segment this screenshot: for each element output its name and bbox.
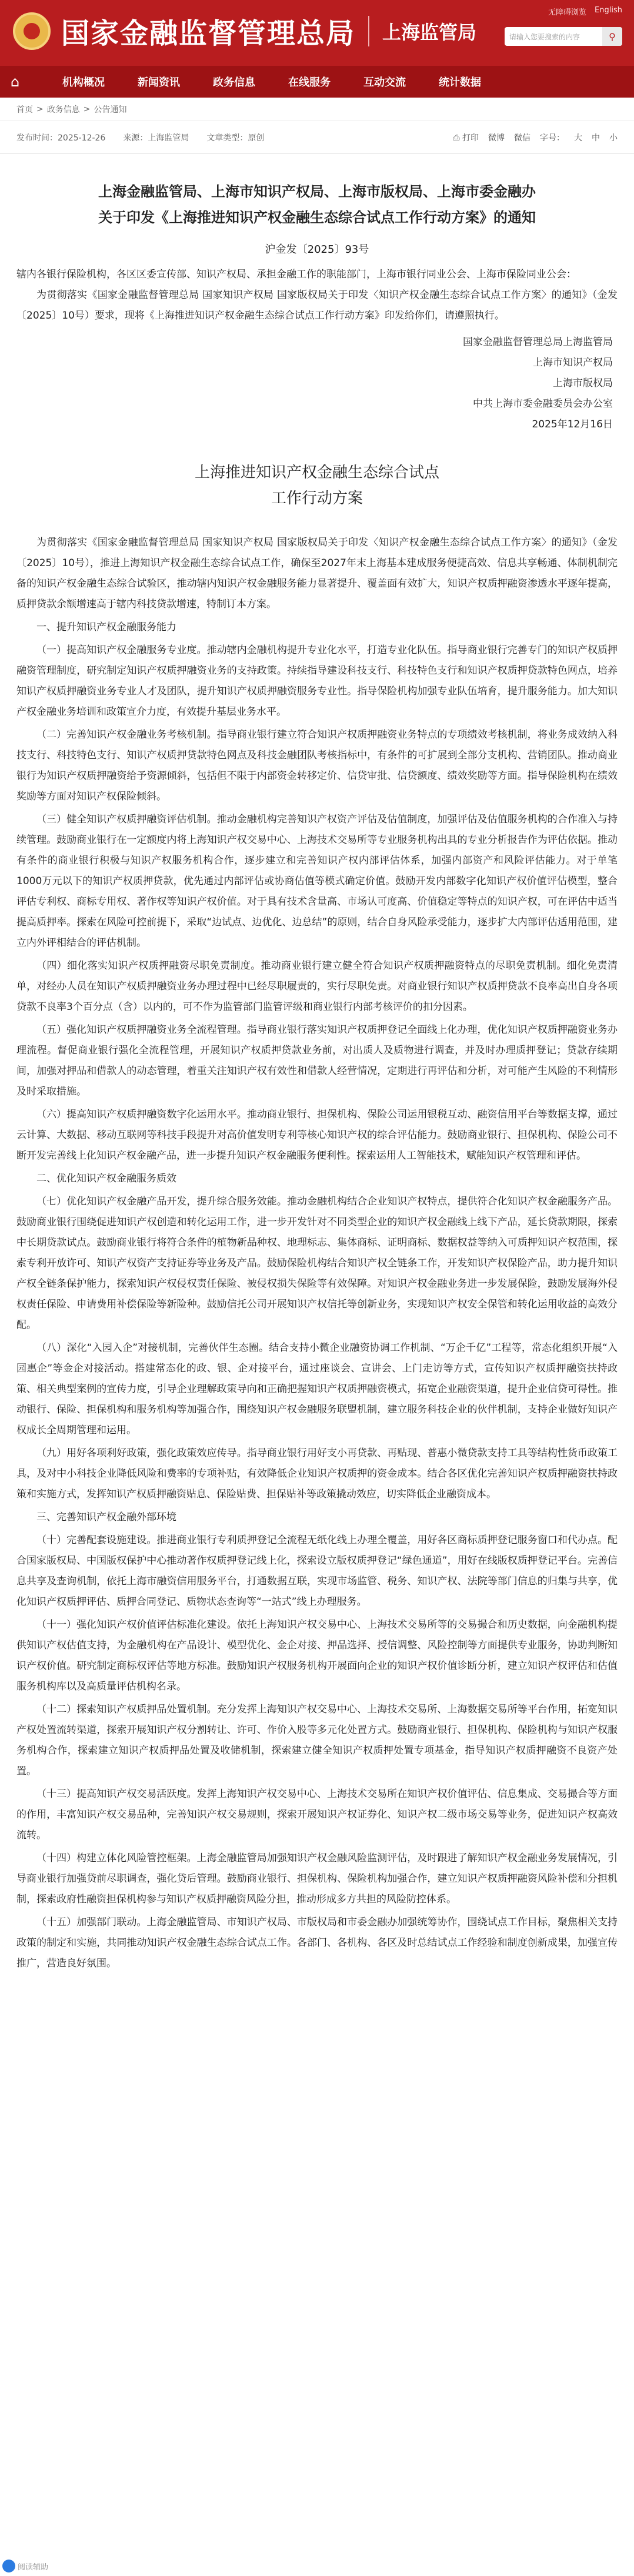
font-size-label: 字号： xyxy=(540,133,565,143)
plan-paragraph: （十）完善配套设施建设。推进商业银行专利质押登记全流程无纸化线上办理全覆盖，用好各区商标质押登记服务窗口和代办点。配合国家版权局、中国版权保护中心推动著作权质押登记线上化，探索设立版权质押登记“绿色通道”，用好在线版权质押登记平台。完善信息共享及查询机制，依托上海市融资信用服务平台，打通数据互联，实现市场监管、税务、知识产权、法院等部门信息的归集与共享，优化知识产权质押评估、质押合同登记、质物状态查询等“一站式”线上办理服务。 xyxy=(16,1534,618,1608)
plan-paragraph: （十三）提高知识产权交易活跃度。发挥上海知识产权交易中心、上海技术交易所在知识产权价值评估、信息集成、交易撮合等方面的作用，丰富知识产权交易品种，完善知识产权交易规则，探索开展知识产权证券化、知识产权二级市场交易等业务，促进知识产权高效流转。 xyxy=(16,1788,618,1841)
reading-assist-icon[interactable] xyxy=(2,2560,15,2572)
national-emblem-icon xyxy=(13,12,51,50)
notice-body: 为贯彻落实《国家金融监督管理总局 国家知识产权局 国家版权局关于印发〈知识产权金融生态综合试点工作方案〉的通知》（金发〔2025〕10号）要求，现将《上海推进知识产权金融生态综合试点工作行动方案》印发给你们，请遵照执行。 xyxy=(16,289,618,322)
plan-section-heading: 三、完善知识产权金融外部环境 xyxy=(36,1511,176,1523)
site-header xyxy=(0,0,634,66)
publish-date: 发布时间：2025-12-26 xyxy=(16,133,106,143)
breadcrumb-notice[interactable]: 公告通知 xyxy=(94,105,127,115)
search-input[interactable] xyxy=(505,27,622,46)
breadcrumb: 首页 > 政务信息 > 公告通知 xyxy=(0,98,634,121)
plan-paragraph: （一）提高知识产权金融服务专业度。推动辖内金融机构提升专业化水平，打造专业化队伍。指导商业银行完善专门的知识产权质押融资管理制度，研究制定知识产权质押融资业务的支持政策。持续指导建设科技支行、科技特色支行和知识产权质押贷款特色网点，培养知识产权质押融资业务专业人才及团队，提升知识产权质押融资服务专业性。指导保险机构加强专业队伍培育，提升服务能力。加大知识产权金融业务培训和政策宣介力度，有效提升基层业务水平。 xyxy=(16,644,618,718)
print-button[interactable]: ⎙ 打印 xyxy=(453,133,479,143)
article-body xyxy=(0,179,634,1974)
plan-content xyxy=(16,533,618,1974)
breadcrumb-gov-info[interactable]: 政务信息 xyxy=(46,105,80,115)
plan-paragraph: （二）完善知识产权金融业务考核机制。指导商业银行建立符合知识产权质押融资业务特点的专项绩效考核机制，将业务成效纳入科技支行、科技特色支行、知识产权质押贷款特色网点及科技金融团队考核指标中，有条件的可扩展到全部分支机构、营销团队。推动商业银行为知识产权质押融资给予资源倾斜，包括但不限于内部资金转移定价、信贷审批、信贷额度、绩效奖励等方面。指导保险机构在绩效奖励等方面对知识产权保险倾斜。 xyxy=(16,729,618,802)
search-icon[interactable]: ⚲ xyxy=(602,27,622,46)
search-placeholder: 请输入您要搜索的内容 xyxy=(509,32,580,41)
plan-paragraph: （八）深化“入园入企”对接机制，完善伙伴生态圈。结合支持小微企业融资协调工作机制、“万企千亿”工程等，常态化组织开展“入园惠企”等金企对接活动。搭建常态化的政、银、企对接平台，通过座谈会、宣讲会、上门走访等方式，宣传知识产权质押融资扶持政策、相关典型案例的宣传力度，引导企业理解政策导向和正确把握知识产权质押融资模式，拓宽企业融资渠道，提升企业信贷可得性。推动银行、保险、担保机构和服务机构等加强合作，围绕知识产权金融服务联盟机制，建立服务科技企业的伙伴机制，支持企业做好知识产权成长全周期管理和运用。 xyxy=(16,1342,618,1436)
accessibility-link[interactable]: 无障碍浏览 xyxy=(548,8,587,17)
font-size-medium[interactable]: 中 xyxy=(592,133,600,143)
plan-paragraph: （七）优化知识产权金融产品开发，提升综合服务效能。推动金融机构结合企业知识产权特点，提供符合化知识产权金融服务产品。鼓励商业银行围绕促进知识产权创造和转化运用工作，进一步开发针对不同类型企业的知识产权金融线上线下产品，延长贷款期限，探索中长期贷款试点。鼓励商业银行将符合条件的植物新品种权、地理标志、集体商标、证明商标、数据权益等纳入可质押知识产权范围，探索专利开放许可、知识产权资产支持证券等业务及产品。鼓励保险机构结合知识产权全链条工作，开发知识产权保险产品，助力提升知识产权全链条保护能力，探索知识产权侵权责任保险、被侵权损失保险等有效保障。对知识产权金融业务进一步发展保险，鼓励发展海外侵权责任保险、申请费用补偿保险等新险种。鼓励信托公司开展知识产权信托等创新业务，实现知识产权安全保管和转化运用收益的高效分配。 xyxy=(16,1196,618,1331)
font-size-large[interactable]: 大 xyxy=(574,133,582,143)
english-link[interactable]: English xyxy=(595,6,622,15)
article-source: 来源：上海监管局 xyxy=(123,133,189,143)
site-name: 上海监管局 xyxy=(382,21,477,44)
font-size-small[interactable]: 小 xyxy=(609,133,618,143)
share-weibo-button[interactable]: 微博 xyxy=(488,133,505,143)
plan-paragraph: 为贯彻落实《国家金融监督管理总局 国家知识产权局 国家版权局关于印发〈知识产权金融生态综合试点工作方案〉的通知》（金发〔2025〕10号），推进上海知识产权金融生态综合试点工作，确保至2027年末上海基本建成服务便捷高效、信息共享畅通、体制机制完备的知识产权金融生态综合试验区，推动辖内知识产权金融服务能力显著提升、覆盖面有效扩大，知识产权质押融资渗透水平逐年提高，质押贷款余额增速高于辖内科技贷款增速，特制订本方案。 xyxy=(16,537,618,610)
notice-addressee: 辖内各银行保险机构，各区区委宣传部、知识产权局、承担金融工作的职能部门，上海市银行同业公会、上海市保险同业公会： xyxy=(16,269,576,280)
plan-paragraph: （四）细化落实知识产权质押融资尽职免责制度。推动商业银行建立健全符合知识产权质押融资特点的尽职免责机制。细化免责清单，对经办人员在知识产权质押融资业务办理过程中已经尽职履责的，实行尽职免责。对商业银行知识产权质押贷款不良率高出自身各项贷款不良率3个百分点（含）以内的，可不作为监管部门监管评级和商业银行内部考核评价的扣分因素。 xyxy=(16,960,618,1013)
signatories: 国家金融监督管理总局上海监管局 上海市知识产权局 上海市版权局 中共上海市委金融委员会办公室 2025年12月16日 xyxy=(463,336,613,430)
plan-paragraph: （九）用好各项利好政策，强化政策效应传导。指导商业银行用好支小再贷款、再贴现、普惠小微贷款支持工具等结构性货币政策工具，及对中小科技企业降低风险和费率的专项补贴，有效降低企业知识产权质押的资金成本。结合各区优化完善知识产权质押融资扶持政策和实施方式，发挥知识产权质押融资贴息、保险贴费、担保贴补等政策撬动效应，切实降低企业融资成本。 xyxy=(16,1447,618,1500)
plan-section-heading: 一、提升知识产权金融服务能力 xyxy=(36,621,176,633)
brand-name: 国家金融监督管理总局 xyxy=(61,17,356,50)
reading-assist-label[interactable]: 阅读辅助 xyxy=(18,2563,49,2572)
notice-title: 上海金融监管局、上海市知识产权局、上海市版权局、上海市委金融办 关于印发《上海推进知识产权金融生态综合试点工作行动方案》的通知 xyxy=(98,183,536,226)
plan-paragraph: （十二）探索知识产权质押品处置机制。充分发挥上海知识产权交易中心、上海技术交易所、上海数据交易所等平台作用，拓宽知识产权处置流转渠道，探索开展知识产权分割转让、许可、作价入股等多元化处置方式。鼓励商业银行、担保机构、保险机构与知识产权服务机构合作，探索建立知识产权质押品处置及收储机制，探索建立健全知识产权质押处置专项基金，指导知识产权质押融资不良资产处置。 xyxy=(16,1704,618,1777)
nav-item-about[interactable]: 机构概况 xyxy=(62,76,105,89)
nav-item-gov-info[interactable]: 政务信息 xyxy=(213,76,255,89)
plan-title: 上海推进知识产权金融生态综合试点 工作行动方案 xyxy=(194,464,439,507)
document-number: 沪金发〔2025〕93号 xyxy=(265,243,369,256)
share-wechat-button[interactable]: 微信 xyxy=(514,133,530,143)
plan-section-heading: 二、优化知识产权金融服务质效 xyxy=(36,1173,176,1185)
nav-item-statistics[interactable]: 统计数据 xyxy=(439,76,481,89)
nav-item-online-service[interactable]: 在线服务 xyxy=(288,76,331,89)
plan-paragraph: （六）提高知识产权质押融资数字化运用水平。推动商业银行、担保机构、保险公司运用银税互动、融资信用平台等数据支撑，通过云计算、大数据、移动互联网等科技手段提升对高价值发明专利等核心知识产权的综合评估能力。鼓励商业银行、担保机构、保险公司不断开发完善线上化知识产权金融产品，进一步提升知识产权金融服务便利性。探索运用人工智能技术，赋能知识产权管理和评估。 xyxy=(16,1109,618,1162)
nav-item-interaction[interactable]: 互动交流 xyxy=(363,76,406,89)
article-meta xyxy=(0,121,634,154)
brand[interactable] xyxy=(13,11,476,51)
plan-paragraph: （五）强化知识产权质押融资业务全流程管理。指导商业银行落实知识产权质押登记全面线上化办理，优化知识产权质押融资业务办理流程。督促商业银行强化全流程管理，开展知识产权质押贷款业务前，对出质人及质物进行调查，并及时办理质押登记；贷款存续期间，加强对押品和借款人的动态管理，着重关注知识产权有效性和借款人经营情况，定期进行再评估和分析，对可能产生风险的不利情形及时采取措施。 xyxy=(16,1024,618,1098)
plan-paragraph: （三）健全知识产权质押融资评估机制。推动金融机构完善知识产权资产评估及估值制度，加强评估及估值服务机构的合作准入与持续管理。鼓励商业银行在一定额度内将上海知识产权交易中心、上海技术交易所等专业服务机构出具的专业分析报告作为评估依据。推动有条件的商业银行积极与知识产权服务机构合作，逐步建立和完善知识产权内部评估体系，加强内部资产和风险评估能力。对于单笔1000万元以下的知识产权质押贷款，优先通过内部评估或协商估值等模式确定价值。鼓励开发内部数字化知识产权价值评估模型，整合评估专利权、商标专用权、著作权等知识产权价值。对于具有技术含量高、市场认可度高、价值稳定等特点的知识产权，可在评估中适当提高质押率。探索在风险可控前提下，采取“边试点、边优化、边总结”的原则，结合自身风险承受能力，逐步扩大内部评估适用范围，建立内外评相结合的评估机制。 xyxy=(16,814,618,949)
plan-paragraph: （十五）加强部门联动。上海金融监管局、市知识产权局、市版权局和市委金融办加强统筹协作，围绕试点工作目标，聚焦相关支持政策的制定和实施，共同推动知识产权金融生态综合试点工作。各部门、各机构、各区及时总结试点工作经验和制度创新成果，加强宣传推广，营造良好氛围。 xyxy=(16,1916,618,1969)
plan-paragraph: （十四）构建立体化风险管控框架。上海金融监管局加强知识产权金融风险监测评估，及时跟进了解知识产权金融业务发展情况，引导商业银行加强贷前尽职调查，强化贷后管理。鼓励商业银行、担保机构、保险机构加强合作，建立知识产权质押融资风险补偿和分担机制，探索政府性融资担保机构参与知识产权质押融资风险分担，推动形成多方共担的风险防控体系。 xyxy=(16,1852,618,1905)
home-icon[interactable]: ⌂ xyxy=(11,73,20,90)
main-nav xyxy=(0,66,634,98)
nav-item-news[interactable]: 新闻资讯 xyxy=(138,76,180,89)
article-type: 文章类型：原创 xyxy=(206,133,265,143)
brand-divider xyxy=(368,16,369,46)
breadcrumb-home[interactable]: 首页 xyxy=(16,105,33,115)
plan-paragraph: （十一）强化知识产权价值评估标准化建设。依托上海知识产权交易中心、上海技术交易所等的交易撮合和历史数据，向金融机构提供知识产权估值支持，为金融机构在产品设计、模型优化、金企对接、押品选择、授信调整、风险控制等方面提供专业服务，协助判断知识产权价值。研究制定商标权评估等地方标准。鼓励知识产权服务机构开展面向企业的知识产权价值诊断分析，建立知识产权评估和估值服务机构库以及高质量评估机构名录。 xyxy=(16,1619,618,1692)
top-links xyxy=(548,6,622,17)
